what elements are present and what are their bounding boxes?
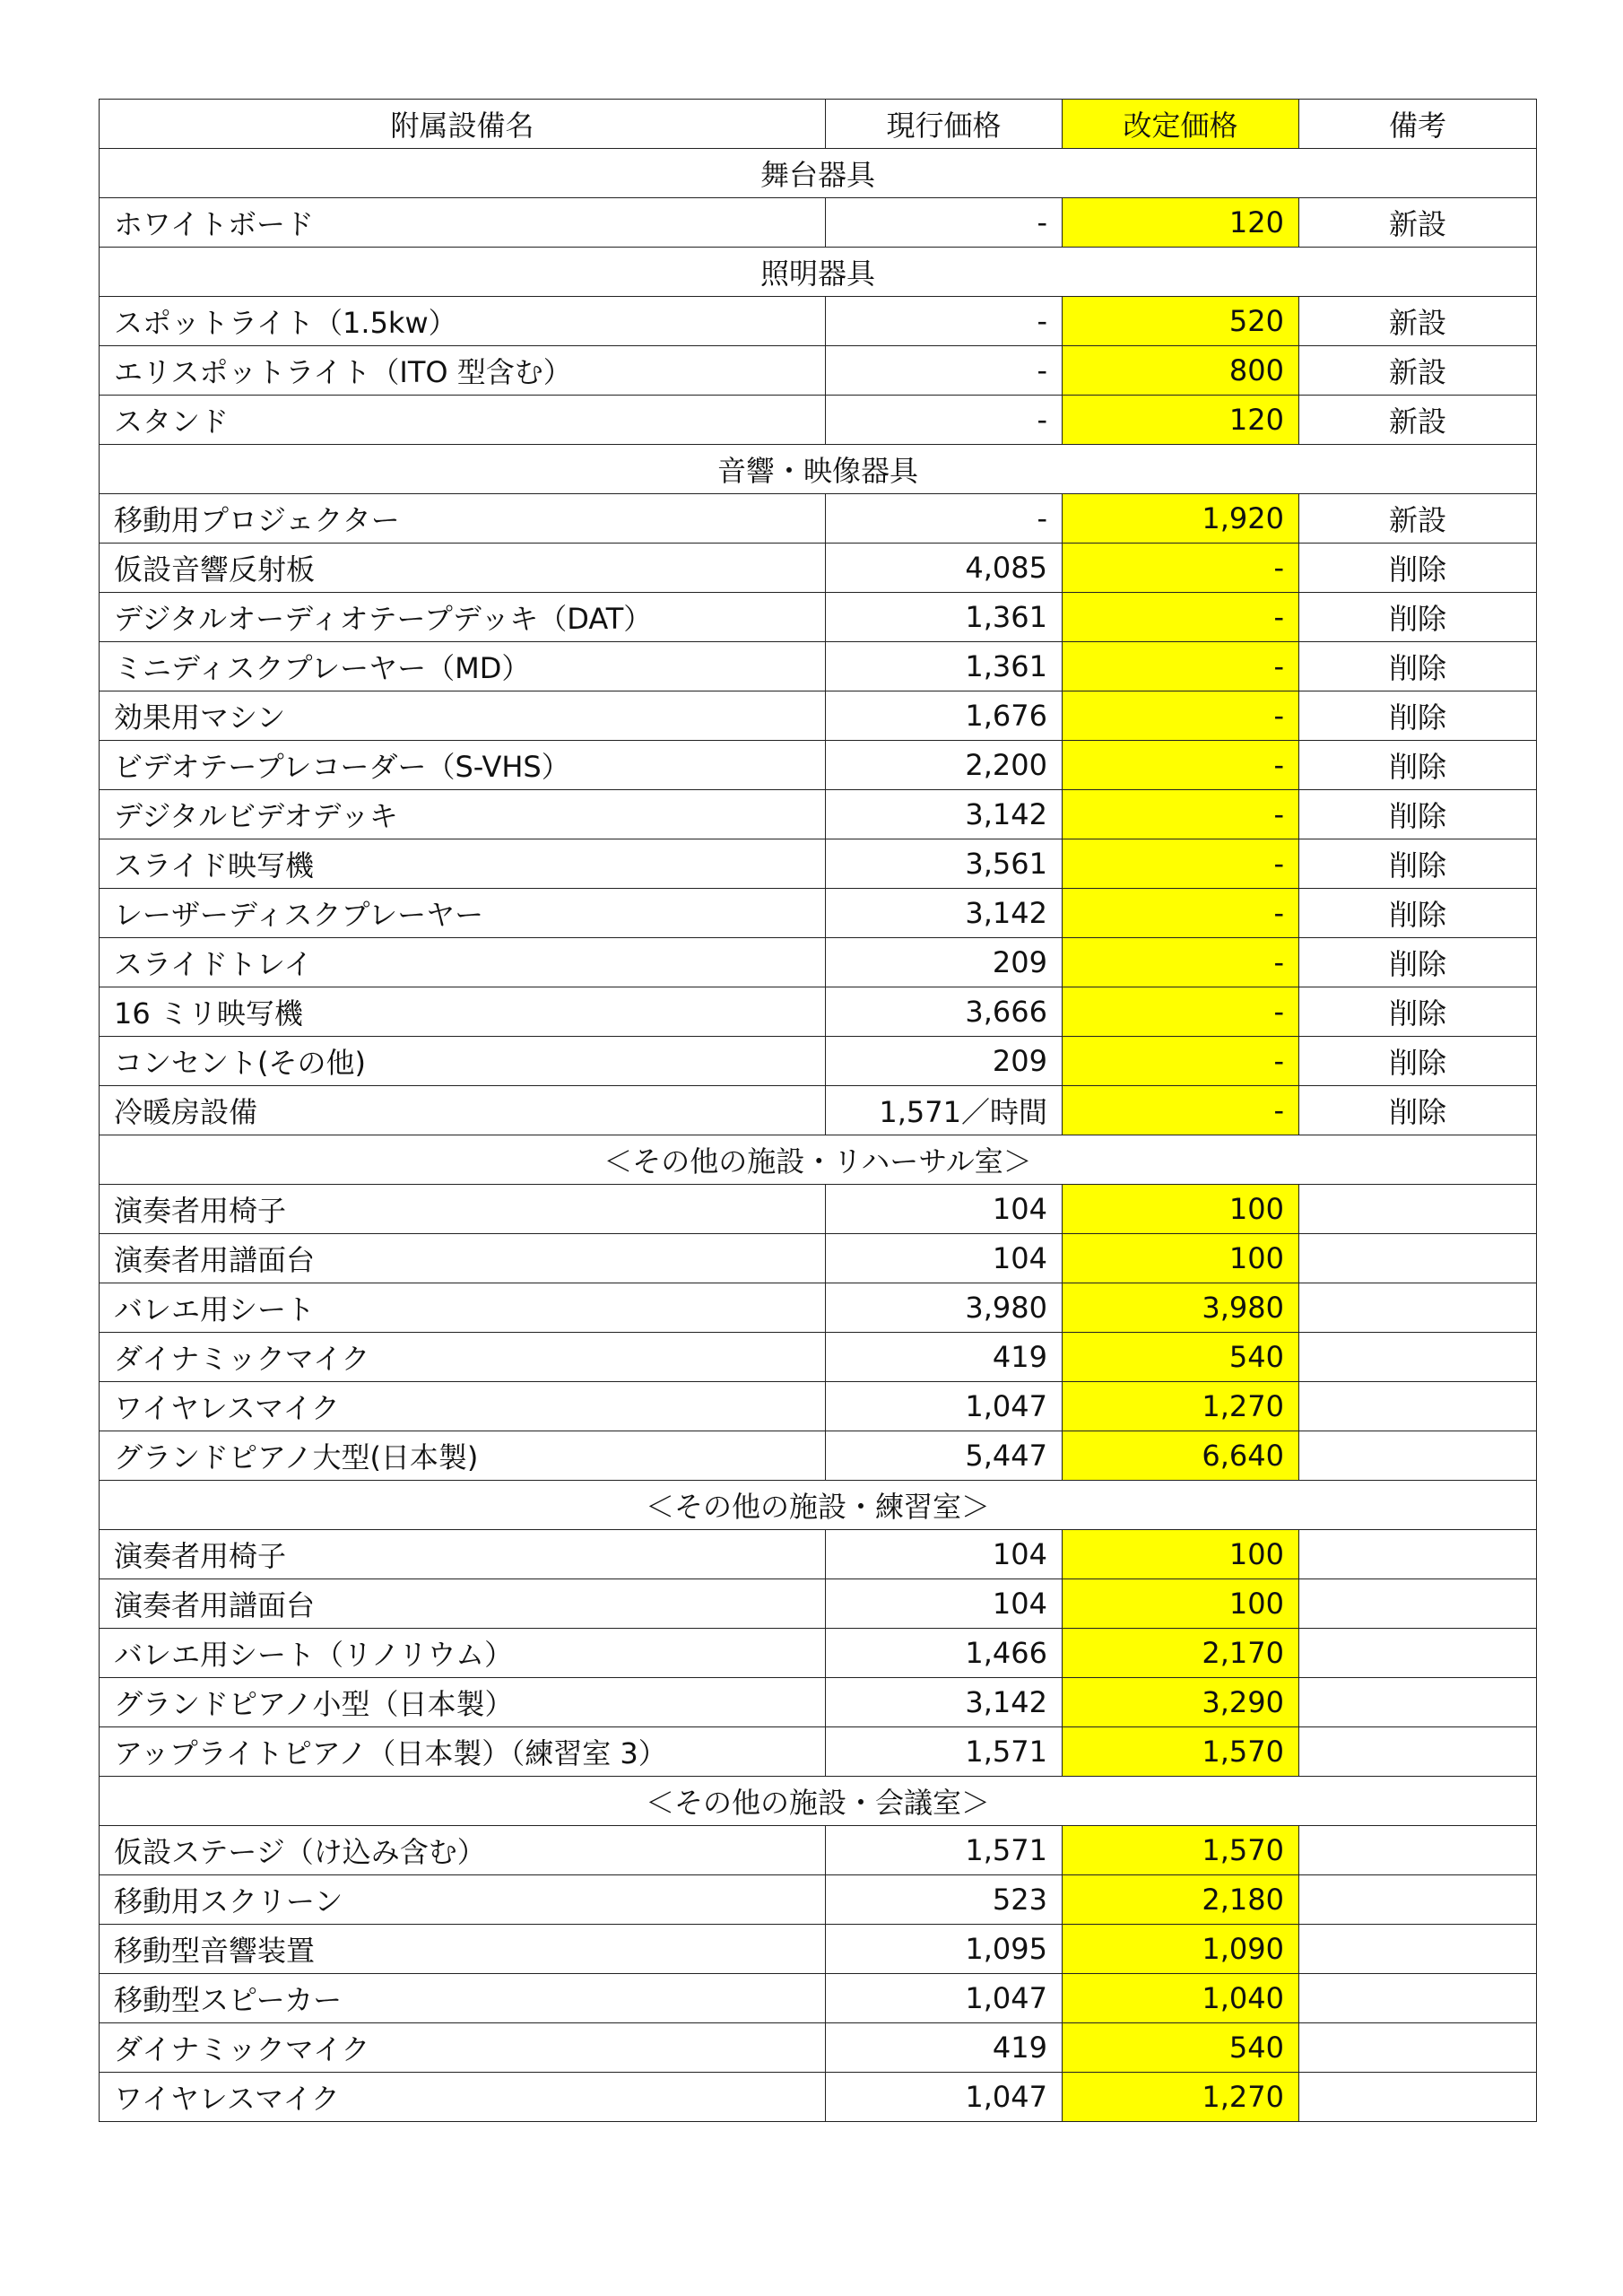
current-price: 1,047 [826,1974,1063,2023]
table-row [100,1382,1537,1431]
item-name: スライド映写機 [100,839,826,889]
table-body [100,149,1537,2122]
table-row [100,691,1537,741]
current-price: 209 [826,1037,1063,1086]
section-row [100,1135,1537,1185]
revised-price: 120 [1063,198,1299,248]
table-row [100,1086,1537,1135]
revised-price: 540 [1063,1333,1299,1382]
revised-price: 520 [1063,297,1299,346]
item-name: スポットライト（1.5kw） [100,297,826,346]
revised-price: - [1063,741,1299,790]
revised-price: 120 [1063,396,1299,445]
item-name: 移動型音響装置 [100,1925,826,1974]
item-name: 演奏者用譜面台 [100,1579,826,1629]
current-price: 209 [826,938,1063,987]
item-name: バレエ用シート [100,1283,826,1333]
current-price: 1,095 [826,1925,1063,1974]
table-row [100,2073,1537,2122]
table-row [100,889,1537,938]
table-row [100,1629,1537,1678]
item-name: グランドピアノ大型(日本製) [100,1431,826,1481]
note: 削除 [1299,1086,1537,1135]
item-name: 移動用プロジェクター [100,494,826,544]
revised-price: 1,270 [1063,1382,1299,1431]
item-name: 移動用スクリーン [100,1875,826,1925]
current-price: 104 [826,1530,1063,1579]
note [1299,1185,1537,1234]
section-label: ＜その他の施設・会議室＞ [100,1777,1537,1826]
revised-price: - [1063,790,1299,839]
current-price: 1,047 [826,2073,1063,2122]
revised-price: 540 [1063,2023,1299,2073]
revised-price: - [1063,839,1299,889]
revised-price: 2,170 [1063,1629,1299,1678]
item-name: ダイナミックマイク [100,1333,826,1382]
note: 新設 [1299,494,1537,544]
revised-price: - [1063,544,1299,593]
current-price: 419 [826,2023,1063,2073]
item-name: 16 ミリ映写機 [100,987,826,1037]
item-name: スライドトレイ [100,938,826,987]
item-name: エリスポットライト（ITO 型含む） [100,346,826,396]
current-price: - [826,198,1063,248]
note [1299,2073,1537,2122]
current-price: 3,561 [826,839,1063,889]
current-price: 1,676 [826,691,1063,741]
revised-price: - [1063,889,1299,938]
table-row [100,741,1537,790]
current-price: 3,666 [826,987,1063,1037]
current-price: 1,361 [826,642,1063,691]
item-name: スタンド [100,396,826,445]
table-row [100,1727,1537,1777]
item-name: アップライトピアノ（日本製）（練習室 3） [100,1727,826,1777]
current-price: 1,466 [826,1629,1063,1678]
revised-price: 100 [1063,1579,1299,1629]
note [1299,2023,1537,2073]
revised-price: 800 [1063,346,1299,396]
revised-price: - [1063,691,1299,741]
item-name: 演奏者用椅子 [100,1185,826,1234]
table-row [100,1530,1537,1579]
note [1299,1283,1537,1333]
item-name: ビデオテープレコーダー（S-VHS） [100,741,826,790]
section-label: ＜その他の施設・練習室＞ [100,1481,1537,1530]
revised-price: 1,270 [1063,2073,1299,2122]
table-row [100,1431,1537,1481]
item-name: レーザーディスクプレーヤー [100,889,826,938]
current-price: 104 [826,1185,1063,1234]
revised-price: 100 [1063,1234,1299,1283]
section-row [100,248,1537,297]
current-price: - [826,396,1063,445]
table-row [100,297,1537,346]
note [1299,1727,1537,1777]
header-note: 備考 [1299,100,1537,149]
revised-price: - [1063,593,1299,642]
item-name: デジタルオーディオテープデッキ（DAT） [100,593,826,642]
note: 削除 [1299,741,1537,790]
section-row [100,149,1537,198]
note: 削除 [1299,1037,1537,1086]
item-name: バレエ用シート（リノリウム） [100,1629,826,1678]
note [1299,1234,1537,1283]
section-row [100,1481,1537,1530]
revised-price: 2,180 [1063,1875,1299,1925]
header-row [100,100,1537,149]
note [1299,1925,1537,1974]
item-name: グランドピアノ小型（日本製） [100,1678,826,1727]
header-name: 附属設備名 [100,100,826,149]
table-row [100,938,1537,987]
section-label: 舞台器具 [100,149,1537,198]
header-current-price: 現行価格 [826,100,1063,149]
item-name: デジタルビデオデッキ [100,790,826,839]
item-name: ミニディスクプレーヤー（MD） [100,642,826,691]
current-price: 1,571／時間 [826,1086,1063,1135]
table-row [100,396,1537,445]
current-price: 1,571 [826,1727,1063,1777]
current-price: - [826,494,1063,544]
item-name: ダイナミックマイク [100,2023,826,2073]
table-row [100,1234,1537,1283]
section-label: ＜その他の施設・リハーサル室＞ [100,1135,1537,1185]
current-price: 5,447 [826,1431,1063,1481]
section-row [100,445,1537,494]
current-price: 523 [826,1875,1063,1925]
item-name: コンセント(その他) [100,1037,826,1086]
table-row [100,1185,1537,1234]
note: 削除 [1299,593,1537,642]
note: 新設 [1299,198,1537,248]
current-price: 104 [826,1579,1063,1629]
note: 削除 [1299,938,1537,987]
revised-price: 1,090 [1063,1925,1299,1974]
table-row [100,1826,1537,1875]
note: 新設 [1299,396,1537,445]
current-price: 2,200 [826,741,1063,790]
revised-price: 1,920 [1063,494,1299,544]
revised-price: 1,570 [1063,1727,1299,1777]
table-row [100,593,1537,642]
item-name: 仮設ステージ（け込み含む） [100,1826,826,1875]
item-name: ワイヤレスマイク [100,2073,826,2122]
note [1299,1579,1537,1629]
item-name: 仮設音響反射板 [100,544,826,593]
item-name: 冷暖房設備 [100,1086,826,1135]
table-row [100,346,1537,396]
current-price: - [826,297,1063,346]
revised-price: - [1063,1037,1299,1086]
current-price: 3,142 [826,889,1063,938]
table-row [100,790,1537,839]
item-name: ワイヤレスマイク [100,1382,826,1431]
note [1299,1382,1537,1431]
table-row [100,839,1537,889]
current-price: 1,047 [826,1382,1063,1431]
revised-price: 3,980 [1063,1283,1299,1333]
note [1299,1826,1537,1875]
current-price: - [826,346,1063,396]
note [1299,1431,1537,1481]
table-row [100,1037,1537,1086]
current-price: 104 [826,1234,1063,1283]
current-price: 3,980 [826,1283,1063,1333]
revised-price: - [1063,642,1299,691]
note: 新設 [1299,297,1537,346]
current-price: 3,142 [826,790,1063,839]
note [1299,1530,1537,1579]
table-row [100,1875,1537,1925]
revised-price: 6,640 [1063,1431,1299,1481]
revised-price: 100 [1063,1530,1299,1579]
item-name: ホワイトボード [100,198,826,248]
note [1299,1974,1537,2023]
table-row [100,1283,1537,1333]
table-row [100,494,1537,544]
section-row [100,1777,1537,1826]
note: 削除 [1299,987,1537,1037]
current-price: 1,361 [826,593,1063,642]
note: 削除 [1299,642,1537,691]
revised-price: 100 [1063,1185,1299,1234]
revised-price: 1,040 [1063,1974,1299,2023]
table-row [100,1925,1537,1974]
note [1299,1333,1537,1382]
table-row [100,1579,1537,1629]
note [1299,1678,1537,1727]
table-row [100,1333,1537,1382]
note: 削除 [1299,544,1537,593]
note: 削除 [1299,889,1537,938]
table-row [100,987,1537,1037]
current-price: 3,142 [826,1678,1063,1727]
note [1299,1629,1537,1678]
section-label: 照明器具 [100,248,1537,297]
section-label: 音響・映像器具 [100,445,1537,494]
revised-price: - [1063,938,1299,987]
revised-price: 3,290 [1063,1678,1299,1727]
fee-table [99,99,1537,2122]
revised-price: - [1063,987,1299,1037]
current-price: 4,085 [826,544,1063,593]
note [1299,1875,1537,1925]
item-name: 演奏者用椅子 [100,1530,826,1579]
table-row [100,1974,1537,2023]
note: 削除 [1299,839,1537,889]
note: 削除 [1299,691,1537,741]
current-price: 1,571 [826,1826,1063,1875]
revised-price: 1,570 [1063,1826,1299,1875]
note: 新設 [1299,346,1537,396]
item-name: 演奏者用譜面台 [100,1234,826,1283]
item-name: 効果用マシン [100,691,826,741]
table-row [100,2023,1537,2073]
table-row [100,1678,1537,1727]
table-row [100,198,1537,248]
revised-price: - [1063,1086,1299,1135]
note: 削除 [1299,790,1537,839]
table-row [100,544,1537,593]
current-price: 419 [826,1333,1063,1382]
item-name: 移動型スピーカー [100,1974,826,2023]
table-row [100,642,1537,691]
header-revised-price: 改定価格 [1063,100,1299,149]
